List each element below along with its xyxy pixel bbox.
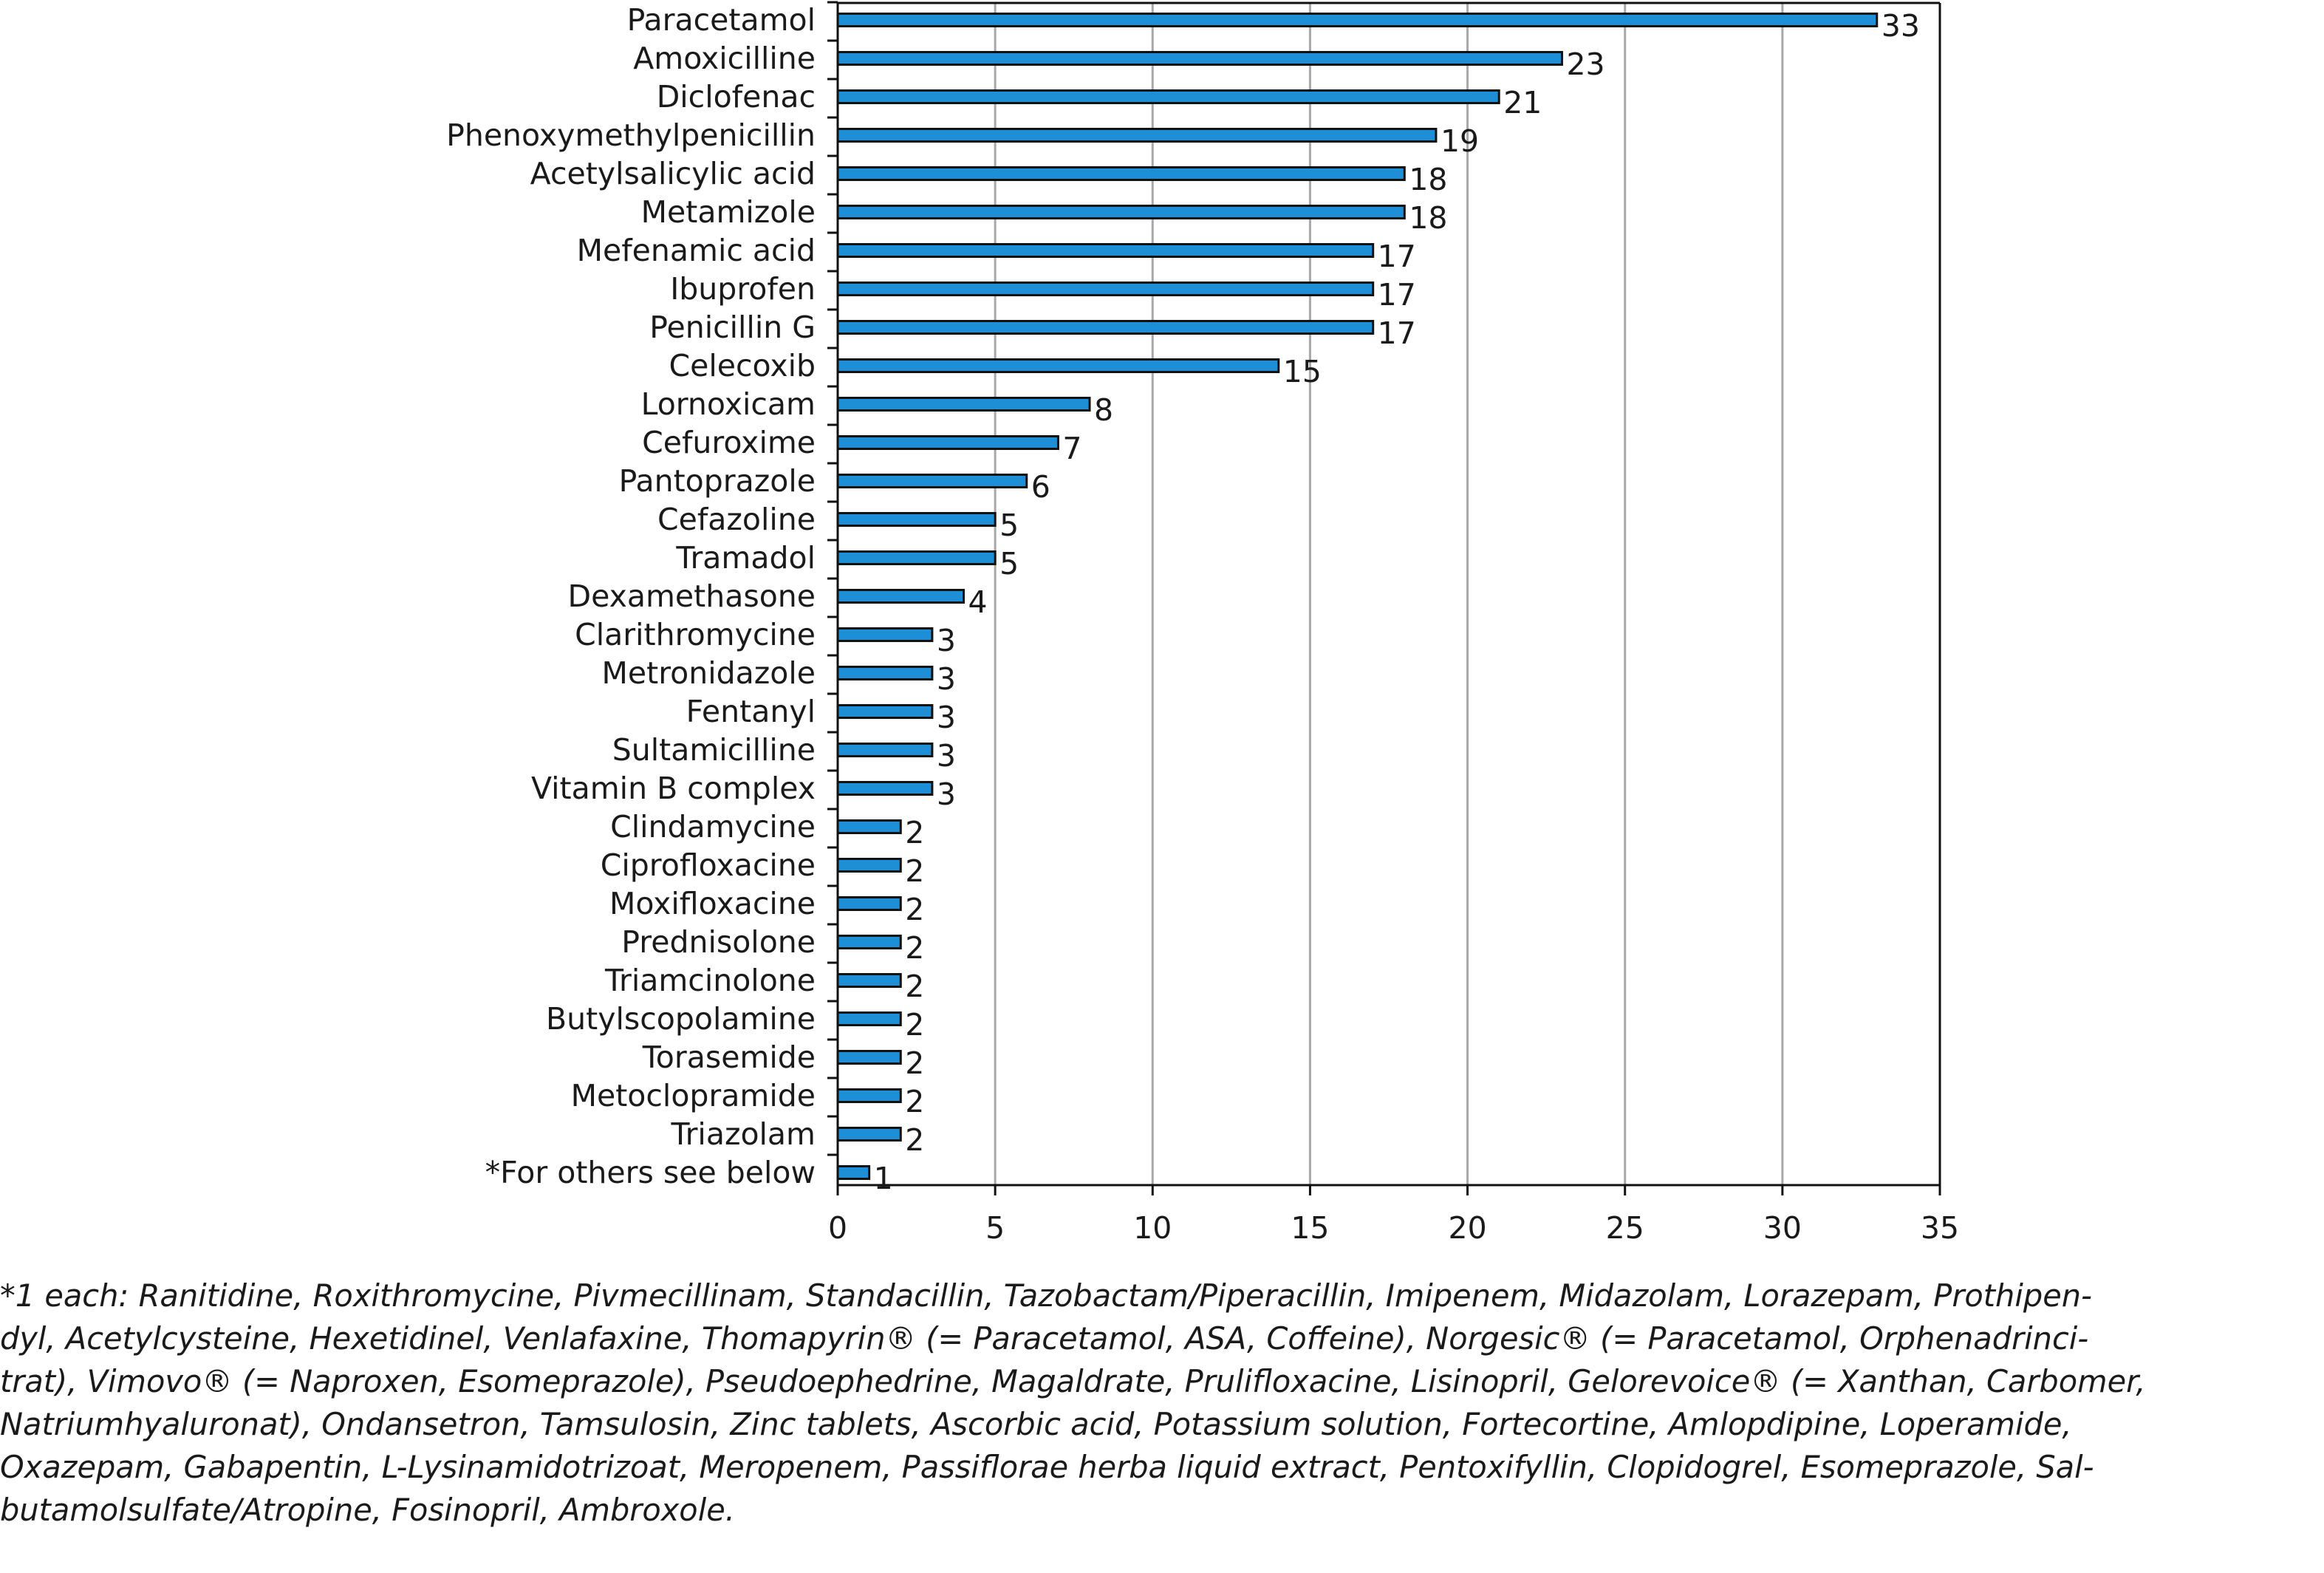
category-label: Cefuroxime <box>642 425 816 460</box>
data-label: 2 <box>905 969 925 1004</box>
bar <box>838 898 900 910</box>
data-label: 17 <box>1377 239 1416 274</box>
category-label: Butylscopolamine <box>546 1001 816 1037</box>
bar <box>838 129 1436 142</box>
bar <box>838 782 932 795</box>
data-label: 2 <box>905 1007 925 1043</box>
data-label: 3 <box>936 738 956 774</box>
category-label: Phenoxymethylpenicillin <box>446 117 816 153</box>
data-label: 2 <box>905 930 925 966</box>
data-label: 3 <box>936 661 956 697</box>
category-label: Clindamycine <box>610 809 816 844</box>
category-label: Penicillin G <box>649 310 816 345</box>
bar <box>838 1090 900 1102</box>
bar <box>838 360 1279 372</box>
category-label: Ibuprofen <box>670 271 816 307</box>
data-label: 6 <box>1031 469 1050 505</box>
x-tick-label: 0 <box>827 1210 848 1246</box>
data-label: 17 <box>1377 315 1416 351</box>
bar <box>838 206 1404 219</box>
data-label: 2 <box>905 815 925 850</box>
bar <box>838 1051 900 1064</box>
category-label: Ciprofloxacine <box>600 847 816 883</box>
category-label: Prednisolone <box>621 924 816 960</box>
bar <box>838 437 1058 449</box>
bar <box>838 1128 900 1141</box>
data-label: 2 <box>905 853 925 889</box>
category-label: Amoxicilline <box>633 41 816 76</box>
bar <box>838 245 1373 257</box>
category-label: Vitamin B complex <box>531 771 816 806</box>
data-label: 3 <box>936 623 956 658</box>
data-label: 23 <box>1566 47 1605 82</box>
bar <box>838 590 964 603</box>
category-label: Triazolam <box>671 1116 816 1152</box>
bar <box>838 14 1877 27</box>
bar <box>838 321 1373 334</box>
category-label: Cefazoline <box>657 502 816 537</box>
bar <box>838 1167 869 1179</box>
bar <box>838 821 900 833</box>
data-label: 3 <box>936 700 956 735</box>
data-label: 17 <box>1377 277 1416 313</box>
data-label: 8 <box>1094 392 1114 428</box>
category-label: Dexamethasone <box>567 579 816 614</box>
bar <box>838 475 1027 488</box>
bar <box>838 706 932 718</box>
data-label: 1 <box>873 1161 893 1196</box>
bar <box>838 91 1499 103</box>
category-label: Moxifloxacine <box>609 886 816 921</box>
x-tick-label: 35 <box>1920 1210 1960 1246</box>
labels <box>446 2 1959 1246</box>
bars <box>838 14 1877 1179</box>
category-label: Metamizole <box>640 194 816 230</box>
category-label: Pantoprazole <box>618 463 816 499</box>
category-label: *For others see below <box>485 1155 816 1190</box>
bar <box>838 52 1562 65</box>
bar <box>838 168 1404 180</box>
data-label: 19 <box>1440 123 1480 159</box>
category-label: Triamcinolone <box>604 963 816 998</box>
bar <box>838 629 932 641</box>
data-label: 2 <box>905 892 925 927</box>
x-tick-label: 10 <box>1133 1210 1172 1246</box>
data-label: 5 <box>999 546 1019 581</box>
x-tick-label: 15 <box>1291 1210 1330 1246</box>
data-label: 21 <box>1503 85 1542 120</box>
bar <box>838 1013 900 1026</box>
data-label: 2 <box>905 1122 925 1158</box>
category-label: Lornoxicam <box>640 386 816 422</box>
bar <box>838 859 900 872</box>
data-label: 18 <box>1409 162 1448 197</box>
category-label: Celecoxib <box>669 348 816 383</box>
category-label: Metronidazole <box>601 655 816 691</box>
category-label: Tramadol <box>676 540 816 576</box>
category-label: Fentanyl <box>686 694 816 729</box>
data-label: 3 <box>936 777 956 812</box>
x-tick-label: 20 <box>1448 1210 1487 1246</box>
bar <box>838 667 932 680</box>
category-label: Clarithromycine <box>575 617 816 652</box>
bar <box>838 513 995 526</box>
x-tick-label: 30 <box>1763 1210 1802 1246</box>
bar <box>838 744 932 757</box>
x-tick-label: 5 <box>985 1210 1005 1246</box>
bar <box>838 936 900 949</box>
bar <box>838 975 900 987</box>
bar <box>838 398 1090 411</box>
data-label: 2 <box>905 1084 925 1119</box>
category-label: Torasemide <box>642 1040 816 1075</box>
category-label: Mefenamic acid <box>576 233 816 268</box>
bar <box>838 552 995 564</box>
data-label: 15 <box>1282 354 1322 389</box>
data-label: 18 <box>1409 200 1448 236</box>
category-label: Sultamicilline <box>612 732 816 768</box>
category-label: Acetylsalicylic acid <box>530 156 816 191</box>
footnote: *1 each: Ranitidine, Roxithromycine, Pivmecillinam, Standacillin, Tazobactam/Piperacillin, Imipenem, Midazolam, Lorazepam, Prothipen- dyl, Acetylcysteine, Hexetidinel, Venlafaxine, Thomapyrin® (= Paracetamol, ASA, Coffeine), Norgesic® (= Paracetamol, Orphenadrinci- trat), Vimovo® (= Naproxen, Esomeprazole), Pseudoephedrine, Magaldrate, Prulifloxacine, Lisinopril, Gelorevoice® (= Xanthan, Carbomer, Natriumhyaluronat), Ondansetron, Tamsulosin, Zinc tablets, Ascorbic acid, Potassium solution, Fortecortine, Amlopdipine, Loperamide, Oxazepam, Gabapentin, L-Lysinamidotrizoat, Meropenem, Passiflorae herba liquid extract, Pentoxifyllin, Clopidogrel, Esomeprazole, Sal- butamolsulfate/Atropine, Fosinopril, Ambroxole. <box>0 1277 2146 1528</box>
data-label: 4 <box>968 584 988 620</box>
category-label: Metoclopramide <box>570 1078 816 1113</box>
data-label: 7 <box>1062 431 1082 466</box>
data-label: 2 <box>905 1045 925 1081</box>
category-label: Diclofenac <box>656 79 816 115</box>
data-label: 5 <box>999 508 1019 543</box>
bar <box>838 283 1373 296</box>
x-tick-label: 25 <box>1605 1210 1644 1246</box>
data-label: 33 <box>1881 8 1920 44</box>
category-label: Paracetamol <box>626 2 816 38</box>
